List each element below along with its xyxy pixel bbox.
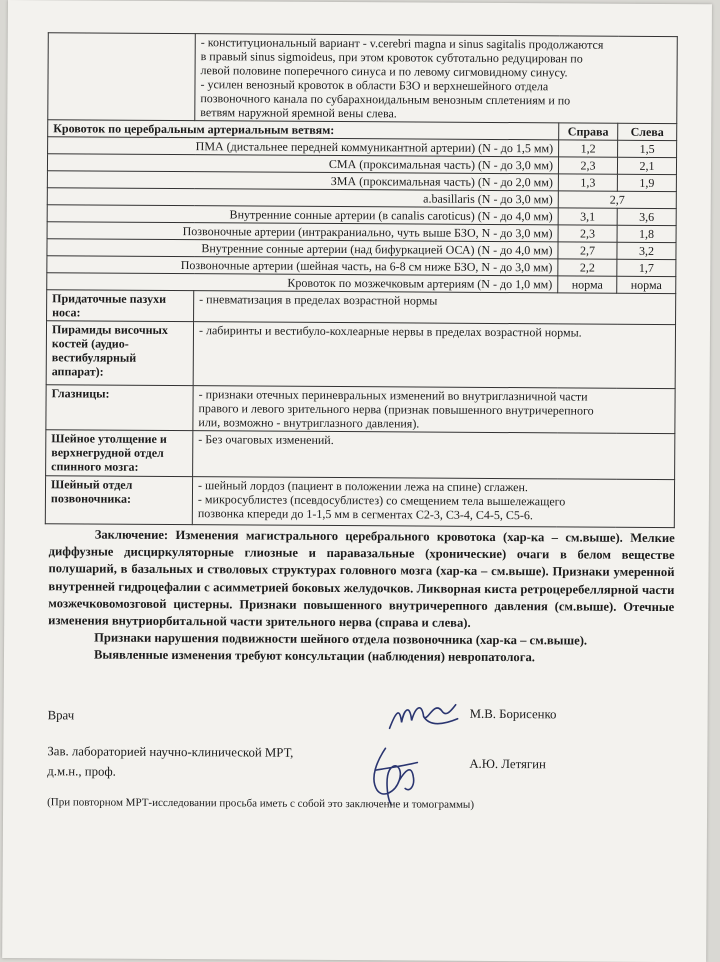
section-row xyxy=(47,290,676,325)
section-row xyxy=(46,430,675,480)
section-line: - Без очаговых изменений. xyxy=(198,432,334,447)
venous-line: в правый sinus sigmoideus, при этом кровоток субтотально редуцирован по xyxy=(200,49,583,66)
arterial-name: a.basillaris (N - до 3,0 мм) xyxy=(47,188,558,208)
section-text xyxy=(193,431,675,480)
document-page xyxy=(2,0,712,962)
arterial-name: ЗМА (проксимальная часть) (N - до 2,0 мм) xyxy=(47,171,558,191)
arterial-right-value: 1,2 xyxy=(559,140,618,157)
arterial-name: Внутренние сонные артерии (в canalis caroticus) (N - до 4,0 мм) xyxy=(47,205,558,225)
section-row xyxy=(46,385,675,434)
conclusion-paragraph: Заключение: Изменения магистрального церебрального кровотока (хар-ка – см.выше). Мелкие диффузные дисциркуляторные глиозные и паравазальные (хронические) очаги в белом веществе полушарий, в базальных и стволовых структурах головного мозга (хар-ка – см.выше). Признаки умеренной внутренней гидроцефалии с асимметрией боковых желудочков. Ликворная киста ретроцеребеллярной части мозжечковомозговой цистерны. Признаки повышенного внутричерепного давления (см.выше). Отечные изменения внутриорбитальной части зрительного нерва (справа и слева). xyxy=(48,527,675,630)
venous-line: ветвям наружной яремной вены слева. xyxy=(200,105,397,121)
section-line: - микросублистез (псевдосублистез) со смещением тела вышележащего xyxy=(197,492,566,509)
section-label: Пирамиды височных костей (аудио-вестибулярный аппарат): xyxy=(46,321,193,386)
venous-label-cell xyxy=(48,33,196,121)
section-line: - шейный лордоз (пациент в положении лежа на спине) сглажен. xyxy=(197,478,528,495)
arterial-right-value: норма xyxy=(558,276,617,293)
doctor-name: М.В. Борисенко xyxy=(469,706,557,722)
venous-row xyxy=(48,33,678,124)
section-row xyxy=(45,476,674,528)
arterial-right-value: 2,2 xyxy=(558,259,617,276)
arterial-left-value: 1,9 xyxy=(617,174,676,191)
arterial-right-value: 1,3 xyxy=(558,174,617,191)
doctor-label: Врач xyxy=(47,708,75,723)
report-table xyxy=(45,32,678,528)
venous-line: левой половине поперечного синуса и по левому сигмовидному синусу. xyxy=(200,63,568,80)
arterial-left-value: 1,5 xyxy=(618,140,677,157)
section-row xyxy=(46,321,675,389)
head-name: А.Ю. Летягин xyxy=(469,756,546,772)
section-text xyxy=(194,291,676,325)
arterial-left-value: 2,1 xyxy=(617,157,676,174)
col-left-header: Слева xyxy=(618,123,677,140)
arterial-single-value: 2,7 xyxy=(558,191,676,209)
venous-line: - конституциональный вариант - v.cerebri magna и sinus sagitalis продолжаются xyxy=(200,35,604,52)
arterial-name: Кровоток по мозжечковым артериям (N - до 1,0 мм) xyxy=(47,273,558,293)
arterial-left-value: 3,6 xyxy=(617,208,676,225)
section-line: - пневматизация в пределах возрастной нормы xyxy=(199,292,438,308)
section-text xyxy=(192,477,674,528)
arterial-left-value: норма xyxy=(617,276,676,293)
footer-note: (При повторном МРТ-исследовании просьба иметь с собой это заключение и томограммы) xyxy=(47,796,475,811)
arterial-left-value: 3,2 xyxy=(617,242,676,259)
section-label: Шейное утолщение и верхнегрудной отдел спинного мозга: xyxy=(46,430,193,477)
section-line: или, возможно - внутриглазного давления). xyxy=(198,415,420,431)
arterial-right-value: 3,1 xyxy=(558,208,617,225)
head-label-line-1: Зав. лабораторией научно-клинической МРТ, xyxy=(47,744,294,760)
arterial-right-value: 2,7 xyxy=(558,242,617,259)
arterial-name: Позвоночные артерии (шейная часть, на 6-8 см ниже БЗО, N - до 3,0 мм) xyxy=(47,256,558,276)
head-label-line-2: д.м.н., проф. xyxy=(47,764,116,779)
section-label: Придаточные пазухи носа: xyxy=(47,290,194,322)
section-label: Глазницы: xyxy=(46,385,193,431)
conclusion-paragraph: Выявленные изменения требуют консультации (наблюдения) невропатолога. xyxy=(93,647,535,665)
section-label: Шейный отдел позвоночника: xyxy=(45,476,192,525)
section-line: правого и левого зрительного нерва (признак повышенного внутричерепного xyxy=(198,401,594,418)
section-line: позвонка кпереди до 1-1,5 мм в сегментах С2-3, С3-4, С4-5, С5-6. xyxy=(197,506,533,523)
arterial-right-value: 2,3 xyxy=(558,157,617,174)
arterial-header: Кровоток по церебральным артериальным ветвям: xyxy=(48,120,559,140)
arterial-name: СМА (проксимальная часть) (N - до 3,0 мм) xyxy=(47,154,558,174)
arterial-left-value: 1,7 xyxy=(617,259,676,276)
section-text xyxy=(193,322,675,389)
conclusion-block xyxy=(48,526,675,667)
arterial-right-value: 2,3 xyxy=(558,225,617,242)
venous-text-cell xyxy=(195,34,678,124)
doctor-signature-icon xyxy=(383,692,473,743)
arterial-name: Внутренние сонные артерии (над бифуркацией ОСА) (N - до 4,0 мм) xyxy=(47,239,558,259)
arterial-left-value: 1,8 xyxy=(617,225,676,242)
arterial-name: Позвоночные артерии (интракраниально, чуть выше БЗО, N - до 3,0 мм) xyxy=(47,222,558,242)
venous-line: позвоночного канала по субарахноидальным венозным сплетениям и по xyxy=(200,91,571,108)
section-line: - признаки отечных периневральных изменений во внутриглазничной части xyxy=(198,387,588,404)
col-right-header: Справа xyxy=(559,123,618,140)
section-text xyxy=(193,386,675,434)
arterial-name: ПМА (дистальнее передней коммуникантной артерии) (N - до 1,5 мм) xyxy=(48,137,559,157)
venous-line: - усилен венозный кровоток в области БЗО и верхнешейного отдела xyxy=(200,77,549,94)
conclusion-paragraph: Признаки нарушения подвижности шейного отдела позвоночника (хар-ка – см.выше). xyxy=(94,630,588,648)
section-line: - лабиринты и вестибуло-кохлеарные нервы в пределах возрастной нормы. xyxy=(198,323,582,340)
